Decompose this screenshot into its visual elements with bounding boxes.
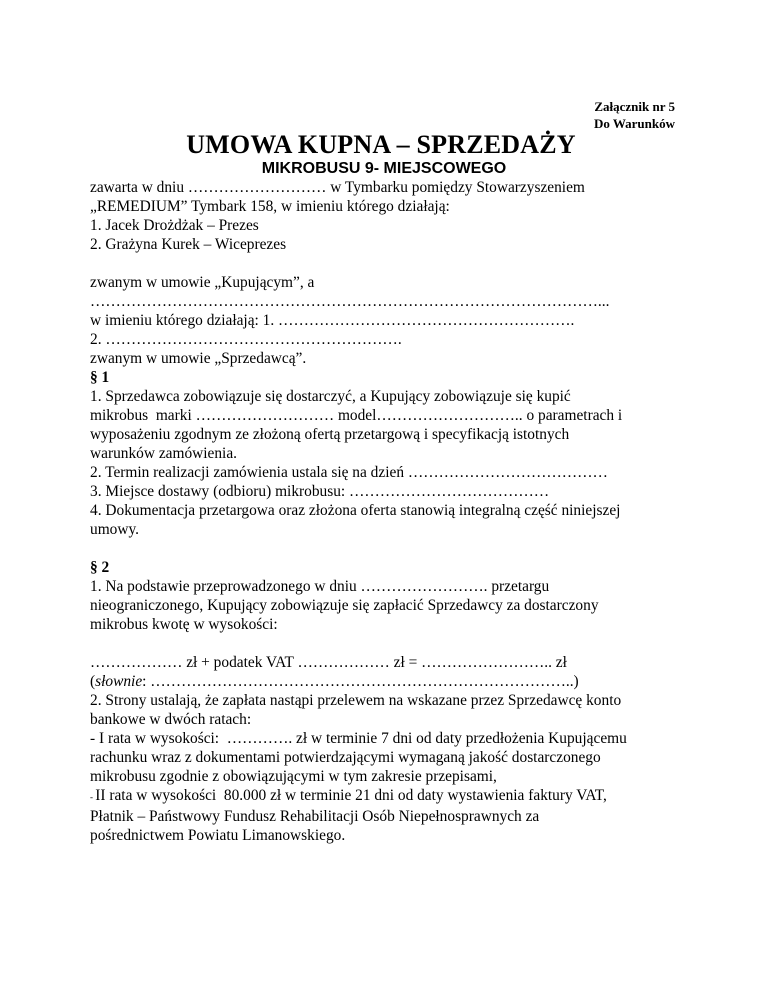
spacer: [90, 634, 685, 653]
section-2-line: 1. Na podstawie przeprowadzonego w dniu ……………………. przetargu: [90, 578, 550, 595]
list-dash: -: [90, 792, 96, 802]
section-2-heading: § 2: [90, 559, 110, 576]
section-1-line: 1. Sprzedawca zobowiązuje się dostarczyć, a Kupujący zobowiązuje się kupić: [90, 388, 571, 405]
intro-line: „REMEDIUM” Tymbark 158, w imieniu którego działają:: [90, 198, 450, 215]
section-2-line: - I rata w wysokości: …………. zł w terminie 7 dni od daty przedłożenia Kupującemu: [90, 730, 627, 747]
section-2-words-line: [90, 672, 685, 691]
section-1-line: 2. Termin realizacji zamówienia ustala się na dzień …………………………………: [90, 464, 608, 481]
section-2-amount-line: ……………… zł + podatek VAT ……………… zł = …………………….. zł: [90, 654, 567, 671]
section-1-heading: § 1: [90, 369, 110, 386]
buyer-line: 2. ………………………………………………….: [90, 331, 402, 348]
section-2-line: bankowe w dwóch ratach:: [90, 711, 252, 728]
section-1-line: 4. Dokumentacja przetargowa oraz złożona oferta stanowią integralną część niniejszej: [90, 502, 621, 519]
slownie-blank: : ………………………………………………………………………..): [142, 673, 579, 690]
intro-line: 2. Grażyna Kurek – Wiceprezes: [90, 236, 287, 253]
spacer: [90, 254, 685, 273]
buyer-line: w imieniu którego działają: 1. ………………………………………………….: [90, 312, 575, 329]
spacer: [90, 539, 685, 558]
section-1-line: umowy.: [90, 521, 140, 538]
section-2-line: mikrobusu zgodnie z obowiązującymi w tym zakresie przepisami,: [90, 768, 497, 785]
section-2-line: [90, 786, 685, 807]
section-1-line: mikrobus marki ……………………… model……………………….. o parametrach i: [90, 407, 623, 424]
slownie-label: słownie: [95, 673, 143, 690]
attachment-number: Załącznik nr 5: [594, 99, 675, 114]
section-2-line: pośrednictwem Powiatu Limanowskiego.: [90, 827, 346, 844]
section-2-line: Płatnik – Państwowy Fundusz Rehabilitacji Osób Niepełnosprawnych za: [90, 808, 540, 825]
attachment-note: [594, 98, 675, 132]
section-1-line: wyposażeniu zgodnym ze złożoną ofertą przetargową i specyfikacją istotnych: [90, 426, 570, 443]
paren-open: (: [90, 673, 96, 690]
section-2-line: rachunku wraz z dokumentami potwierdzającymi wymaganą jakość dostarczonego: [90, 749, 601, 766]
document-title: UMOWA KUPNA – SPRZEDAŻY: [186, 130, 576, 159]
buyer-line: ………………………………………………………………………………………...: [90, 293, 610, 310]
section-2-line: nieograniczonego, Kupujący zobowiązuje się zapłacić Sprzedawcy za dostarczony: [90, 597, 599, 614]
installment-2-text: II rata w wysokości 80.000 zł w terminie 21 dni od daty wystawienia faktury VAT,: [95, 787, 607, 804]
section-2-line: mikrobus kwotę w wysokości:: [90, 616, 278, 633]
section-2-line: 2. Strony ustalają, że zapłata nastąpi przelewem na wskazane przez Sprzedawcę konto: [90, 692, 622, 709]
document-subtitle: MIKROBUSU 9- MIEJSCOWEGO: [261, 160, 507, 177]
document-body: [90, 178, 685, 845]
buyer-line: zwanym w umowie „Sprzedawcą”.: [90, 350, 307, 367]
attachment-reference: Do Warunków: [593, 116, 675, 131]
buyer-line: zwanym w umowie „Kupującym”, a: [90, 274, 315, 291]
intro-line: zawarta w dniu ……………………… w Tymbarku pomiędzy Stowarzyszeniem: [90, 179, 585, 196]
section-1-line: 3. Miejsce dostawy (odbioru) mikrobusu: …………………………………: [90, 483, 550, 500]
section-1-line: warunków zamówienia.: [90, 445, 238, 462]
intro-line: 1. Jacek Drożdżak – Prezes: [90, 217, 259, 234]
